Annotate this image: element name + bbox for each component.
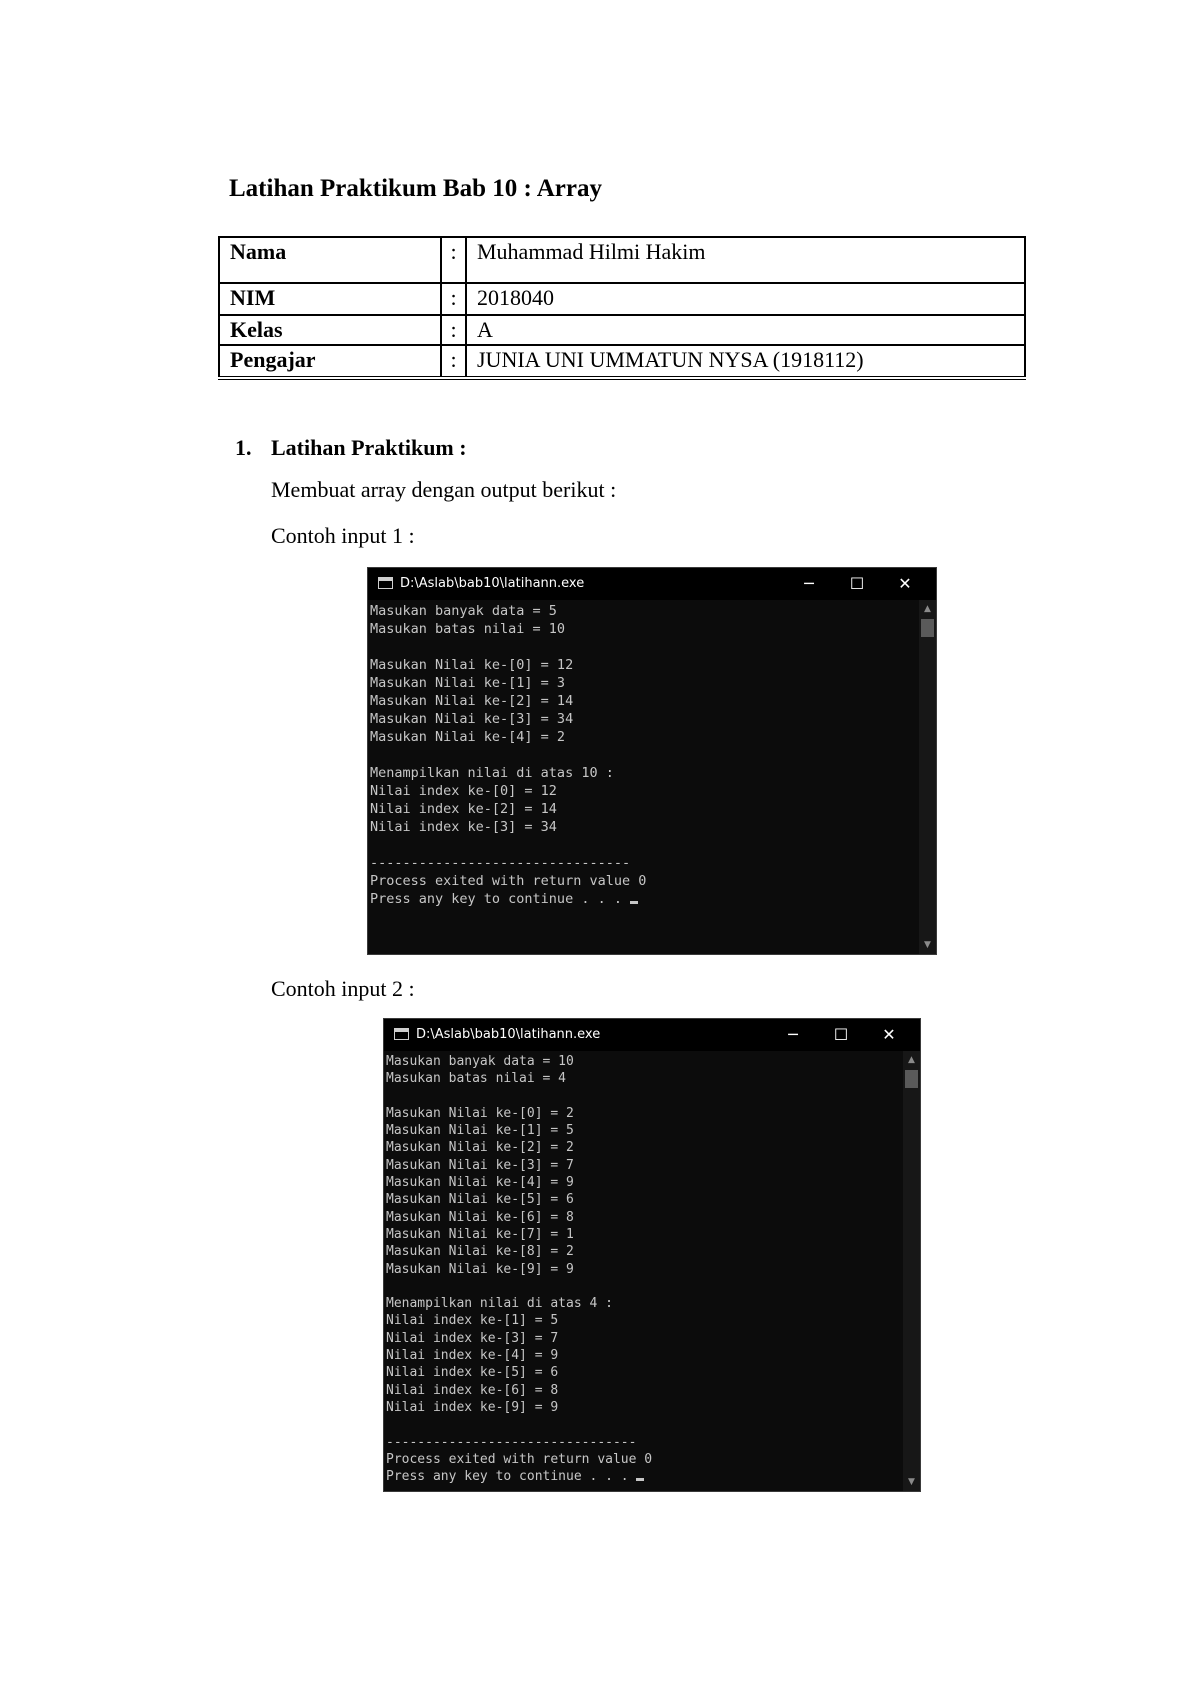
console-line: Nilai index ke-[4] = 9	[386, 1348, 559, 1364]
scroll-up-icon[interactable]: ▲	[924, 604, 931, 614]
info-label: Nama	[219, 237, 441, 283]
scroll-down-icon[interactable]: ▼	[908, 1477, 915, 1487]
section-number: 1.	[235, 435, 252, 460]
console-line: Menampilkan nilai di atas 10 :	[370, 765, 614, 781]
console-line: Masukan batas nilai = 10	[370, 621, 566, 637]
console-app-icon	[378, 577, 393, 589]
console-line: Nilai index ke-[2] = 14	[370, 801, 557, 817]
console-line: Masukan Nilai ke-[9] = 9	[386, 1261, 574, 1277]
info-separator: :	[441, 315, 466, 345]
section-heading: Latihan Praktikum :	[271, 435, 467, 460]
console-line: Nilai index ke-[6] = 8	[386, 1382, 559, 1398]
close-button[interactable]: ✕	[898, 574, 912, 593]
console-line: Masukan batas nilai = 4	[386, 1071, 567, 1087]
console-line: Masukan Nilai ke-[7] = 1	[386, 1226, 574, 1242]
console-line: Masukan Nilai ke-[3] = 7	[386, 1157, 574, 1173]
document-title: Latihan Praktikum Bab 10 : Array	[229, 175, 602, 202]
console-line: Nilai index ke-[0] = 12	[370, 783, 557, 799]
console-line: Masukan Nilai ke-[6] = 8	[386, 1209, 574, 1225]
example1-label: Contoh input 1 :	[271, 523, 415, 548]
text-cursor	[636, 1478, 644, 1481]
console-line	[370, 836, 936, 854]
scroll-up-icon[interactable]: ▲	[908, 1055, 915, 1065]
info-value: 2018040	[466, 283, 1025, 315]
info-value: Muhammad Hilmi Hakim	[466, 237, 1025, 283]
console-line	[386, 1416, 920, 1433]
console-output	[384, 1051, 920, 1485]
vertical-scrollbar[interactable]	[903, 1051, 920, 1491]
info-row-kelas	[219, 315, 1025, 345]
info-row-nama	[219, 237, 1025, 283]
student-info-table	[218, 236, 1026, 380]
info-separator: :	[441, 283, 466, 315]
console-line: Nilai index ke-[5] = 6	[386, 1365, 559, 1381]
maximize-button[interactable]: ☐	[849, 574, 865, 593]
console-title: D:\Aslab\bab10\latihann.exe	[416, 1027, 601, 1042]
console-line: Menampilkan nilai di atas 4 :	[386, 1296, 613, 1312]
info-value: JUNIA UNI UMMATUN NYSA (1918112)	[466, 345, 1025, 378]
console-line	[370, 746, 936, 764]
example2-label: Contoh input 2 :	[271, 976, 415, 1001]
console-window-2[interactable]	[383, 1018, 921, 1492]
info-label: Kelas	[219, 315, 441, 345]
console-titlebar[interactable]	[384, 1019, 920, 1051]
info-row-pengajar	[219, 345, 1025, 378]
console-line: Process exited with return value 0	[386, 1451, 653, 1467]
console-title: D:\Aslab\bab10\latihann.exe	[400, 576, 585, 591]
console-line: Masukan Nilai ke-[2] = 2	[386, 1140, 574, 1156]
info-row-nim	[219, 283, 1025, 315]
section-intro: Membuat array dengan output berikut :	[271, 477, 617, 502]
maximize-button[interactable]: ☐	[833, 1025, 849, 1044]
info-separator: :	[441, 345, 466, 378]
scrollbar-thumb[interactable]	[905, 1070, 918, 1088]
console-line: Nilai index ke-[3] = 34	[370, 819, 557, 835]
text-cursor	[630, 901, 638, 904]
console-line: --------------------------------	[386, 1434, 637, 1450]
console-line: Nilai index ke-[9] = 9	[386, 1399, 559, 1415]
console-titlebar[interactable]	[368, 568, 936, 600]
console-line: Masukan Nilai ke-[1] = 5	[386, 1123, 574, 1139]
info-separator: :	[441, 237, 466, 283]
console-line: Masukan Nilai ke-[8] = 2	[386, 1244, 574, 1260]
console-line: Press any key to continue . . .	[370, 890, 936, 908]
console-line: --------------------------------	[370, 855, 631, 871]
scrollbar-thumb[interactable]	[921, 619, 934, 637]
console-line: Masukan Nilai ke-[3] = 34	[370, 711, 574, 727]
console-line: Masukan Nilai ke-[5] = 6	[386, 1192, 574, 1208]
minimize-button[interactable]: ─	[804, 574, 814, 593]
console-line: Masukan Nilai ke-[0] = 12	[370, 657, 574, 673]
console-line: Masukan Nilai ke-[2] = 14	[370, 693, 574, 709]
console-line: Press any key to continue . . .	[386, 1468, 920, 1485]
console-line: Masukan Nilai ke-[1] = 3	[370, 675, 566, 691]
close-button[interactable]: ✕	[882, 1025, 896, 1044]
console-line: Nilai index ke-[1] = 5	[386, 1313, 559, 1329]
scroll-down-icon[interactable]: ▼	[924, 940, 931, 950]
console-line: Masukan Nilai ke-[4] = 2	[370, 729, 566, 745]
minimize-button[interactable]: ─	[788, 1025, 798, 1044]
vertical-scrollbar[interactable]	[919, 600, 936, 954]
console-output	[368, 600, 936, 908]
console-line	[370, 638, 936, 656]
console-line	[386, 1278, 920, 1295]
console-app-icon	[394, 1028, 409, 1040]
console-line: Process exited with return value 0	[370, 873, 647, 889]
info-label: NIM	[219, 283, 441, 315]
console-line: Masukan banyak data = 5	[370, 603, 557, 619]
console-line: Masukan Nilai ke-[4] = 9	[386, 1175, 574, 1191]
console-line: Nilai index ke-[3] = 7	[386, 1330, 559, 1346]
console-line	[386, 1088, 920, 1105]
info-label: Pengajar	[219, 345, 441, 378]
console-window-1[interactable]	[367, 567, 937, 955]
console-line: Masukan banyak data = 10	[386, 1054, 574, 1069]
console-line: Masukan Nilai ke-[0] = 2	[386, 1105, 574, 1121]
info-value: A	[466, 315, 1025, 345]
